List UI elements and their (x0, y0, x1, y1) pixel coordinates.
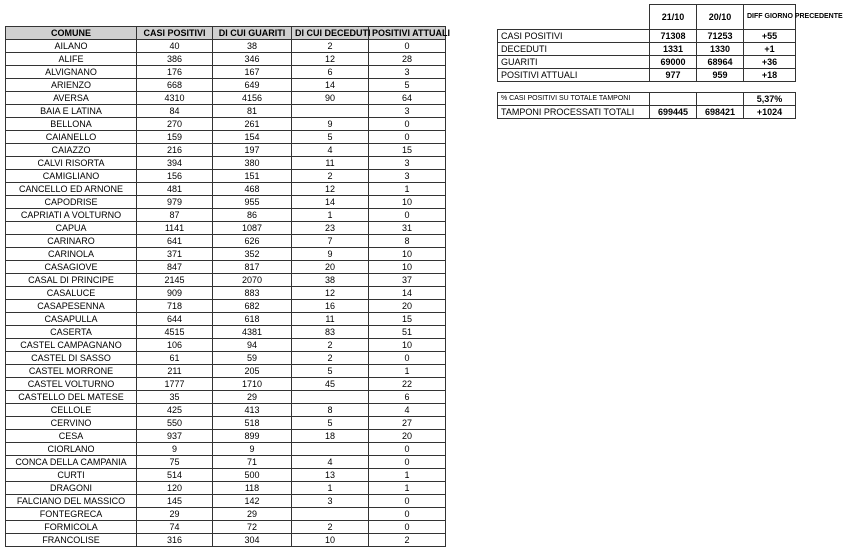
cell-deceduti: 2 (292, 170, 369, 183)
comuni-table (5, 26, 450, 547)
cell-guariti: 9 (213, 443, 292, 456)
cell-deceduti: 2 (292, 352, 369, 365)
cell-deceduti: 11 (292, 313, 369, 326)
table-row (6, 313, 446, 326)
cell-positivi-attuali: 1 (369, 482, 446, 495)
cell-comune: BELLONA (6, 118, 137, 131)
cell-deceduti: 12 (292, 183, 369, 196)
cell-guariti: 86 (213, 209, 292, 222)
cell-deceduti: 12 (292, 287, 369, 300)
cell-positivi-attuali: 0 (369, 443, 446, 456)
cell-comune: CASTEL CAMPAGNANO (6, 339, 137, 352)
cell-casi-positivi: 386 (137, 53, 213, 66)
cell-positivi-attuali: 3 (369, 105, 446, 118)
cell-deceduti: 3 (292, 495, 369, 508)
cell-deceduti: 14 (292, 196, 369, 209)
cell-positivi-attuali: 1 (369, 365, 446, 378)
summary-label: POSITIVI ATTUALI (498, 69, 650, 82)
cell-deceduti: 20 (292, 261, 369, 274)
cell-deceduti: 9 (292, 118, 369, 131)
table-row (6, 274, 446, 287)
cell-casi-positivi: 40 (137, 40, 213, 53)
header-casi-positivi: CASI POSITIVI (137, 27, 213, 40)
cell-deceduti: 14 (292, 79, 369, 92)
cell-deceduti: 8 (292, 404, 369, 417)
summary-b: 68964 (697, 56, 744, 69)
tamponi-diff: +1024 (744, 106, 796, 119)
cell-guariti: 4381 (213, 326, 292, 339)
cell-comune: CARINOLA (6, 248, 137, 261)
cell-positivi-attuali: 64 (369, 92, 446, 105)
table-header-row (6, 27, 446, 40)
cell-positivi-attuali: 20 (369, 300, 446, 313)
cell-deceduti: 6 (292, 66, 369, 79)
summary-a: 69000 (650, 56, 697, 69)
cell-deceduti: 90 (292, 92, 369, 105)
cell-comune: CAIANELLO (6, 131, 137, 144)
cell-comune: CASERTA (6, 326, 137, 339)
cell-comune: CURTI (6, 469, 137, 482)
table-row (6, 365, 446, 378)
cell-casi-positivi: 120 (137, 482, 213, 495)
summary-row (498, 30, 796, 43)
table-row (6, 144, 446, 157)
cell-comune: FORMICOLA (6, 521, 137, 534)
cell-positivi-attuali: 0 (369, 118, 446, 131)
cell-casi-positivi: 4515 (137, 326, 213, 339)
cell-guariti: 899 (213, 430, 292, 443)
cell-positivi-attuali: 27 (369, 417, 446, 430)
cell-positivi-attuali: 3 (369, 66, 446, 79)
cell-deceduti: 4 (292, 144, 369, 157)
summary-b: 1330 (697, 43, 744, 56)
cell-comune: CARINARO (6, 235, 137, 248)
cell-comune: CASTELLO DEL MATESE (6, 391, 137, 404)
cell-casi-positivi: 425 (137, 404, 213, 417)
table-row (6, 79, 446, 92)
cell-guariti: 1087 (213, 222, 292, 235)
cell-guariti: 94 (213, 339, 292, 352)
cell-comune: CERVINO (6, 417, 137, 430)
cell-casi-positivi: 61 (137, 352, 213, 365)
table-row (6, 508, 446, 521)
cell-comune: CASAPULLA (6, 313, 137, 326)
cell-deceduti: 16 (292, 300, 369, 313)
cell-comune: BAIA E LATINA (6, 105, 137, 118)
cell-deceduti: 7 (292, 235, 369, 248)
cell-positivi-attuali: 14 (369, 287, 446, 300)
cell-comune: CAPODRISE (6, 196, 137, 209)
cell-comune: CASAGIOVE (6, 261, 137, 274)
table-row (6, 430, 446, 443)
header-comune: COMUNE (6, 27, 137, 40)
cell-casi-positivi: 1777 (137, 378, 213, 391)
cell-positivi-attuali: 1 (369, 469, 446, 482)
cell-comune: CASTEL DI SASSO (6, 352, 137, 365)
cell-guariti: 468 (213, 183, 292, 196)
cell-comune: CANCELLO ED ARNONE (6, 183, 137, 196)
cell-guariti: 346 (213, 53, 292, 66)
cell-casi-positivi: 847 (137, 261, 213, 274)
table-row (6, 235, 446, 248)
cell-positivi-attuali: 10 (369, 339, 446, 352)
cell-guariti: 955 (213, 196, 292, 209)
cell-comune: CALVI RISORTA (6, 157, 137, 170)
cell-deceduti: 4 (292, 456, 369, 469)
cell-casi-positivi: 106 (137, 339, 213, 352)
cell-guariti: 304 (213, 534, 292, 547)
cell-guariti: 352 (213, 248, 292, 261)
table-row (6, 222, 446, 235)
cell-casi-positivi: 87 (137, 209, 213, 222)
cell-comune: CAIAZZO (6, 144, 137, 157)
summary-tamponi-row (498, 106, 796, 119)
cell-deceduti (292, 105, 369, 118)
table-row (6, 287, 446, 300)
cell-casi-positivi: 937 (137, 430, 213, 443)
cell-comune: CASTEL MORRONE (6, 365, 137, 378)
cell-positivi-attuali: 51 (369, 326, 446, 339)
cell-casi-positivi: 979 (137, 196, 213, 209)
cell-positivi-attuali: 31 (369, 222, 446, 235)
cell-positivi-attuali: 10 (369, 248, 446, 261)
table-row (6, 157, 446, 170)
cell-positivi-attuali: 1 (369, 183, 446, 196)
cell-positivi-attuali: 0 (369, 521, 446, 534)
cell-comune: AILANO (6, 40, 137, 53)
cell-guariti: 500 (213, 469, 292, 482)
table-row (6, 456, 446, 469)
cell-comune: CASAPESENNA (6, 300, 137, 313)
table-row (6, 495, 446, 508)
cell-comune: CAPUA (6, 222, 137, 235)
cell-comune: CESA (6, 430, 137, 443)
table-row (6, 482, 446, 495)
table-row (6, 521, 446, 534)
cell-guariti: 261 (213, 118, 292, 131)
summary-diff-header: DIFF GIORNO PRECEDENTE (744, 5, 796, 30)
cell-casi-positivi: 270 (137, 118, 213, 131)
table-row (6, 443, 446, 456)
cell-deceduti (292, 443, 369, 456)
cell-comune: AVERSA (6, 92, 137, 105)
cell-casi-positivi: 84 (137, 105, 213, 118)
cell-comune: CELLOLE (6, 404, 137, 417)
cell-guariti: 883 (213, 287, 292, 300)
table-row (6, 404, 446, 417)
summary-diff: +55 (744, 30, 796, 43)
summary-pct-row (498, 93, 796, 106)
table-row (6, 53, 446, 66)
table-row (6, 248, 446, 261)
tamponi-b: 698421 (697, 106, 744, 119)
cell-guariti: 205 (213, 365, 292, 378)
cell-positivi-attuali: 0 (369, 209, 446, 222)
cell-casi-positivi: 145 (137, 495, 213, 508)
cell-deceduti: 11 (292, 157, 369, 170)
cell-deceduti: 1 (292, 482, 369, 495)
cell-guariti: 197 (213, 144, 292, 157)
cell-guariti: 142 (213, 495, 292, 508)
cell-casi-positivi: 514 (137, 469, 213, 482)
cell-positivi-attuali: 22 (369, 378, 446, 391)
cell-casi-positivi: 668 (137, 79, 213, 92)
summary-row (498, 43, 796, 56)
cell-deceduti: 18 (292, 430, 369, 443)
summary-b: 71253 (697, 30, 744, 43)
cell-deceduti: 12 (292, 53, 369, 66)
summary-label: GUARITI (498, 56, 650, 69)
table-row (6, 118, 446, 131)
summary-label: CASI POSITIVI (498, 30, 650, 43)
cell-deceduti: 2 (292, 40, 369, 53)
cell-positivi-attuali: 0 (369, 40, 446, 53)
table-row (6, 40, 446, 53)
cell-comune: CASAL DI PRINCIPE (6, 274, 137, 287)
cell-casi-positivi: 211 (137, 365, 213, 378)
cell-casi-positivi: 156 (137, 170, 213, 183)
cell-guariti: 71 (213, 456, 292, 469)
table-row (6, 131, 446, 144)
pct-value: 5,37% (744, 93, 796, 106)
cell-comune: CAPRIATI A VOLTURNO (6, 209, 137, 222)
table-row (6, 378, 446, 391)
cell-positivi-attuali: 0 (369, 495, 446, 508)
cell-positivi-attuali: 2 (369, 534, 446, 547)
table-row (6, 196, 446, 209)
cell-guariti: 618 (213, 313, 292, 326)
cell-casi-positivi: 718 (137, 300, 213, 313)
cell-guariti: 817 (213, 261, 292, 274)
table-row (6, 209, 446, 222)
cell-deceduti: 5 (292, 365, 369, 378)
table-row (6, 92, 446, 105)
table-row (6, 183, 446, 196)
tamponi-a: 699445 (650, 106, 697, 119)
cell-casi-positivi: 74 (137, 521, 213, 534)
tamponi-label: TAMPONI PROCESSATI TOTALI (498, 106, 650, 119)
table-row (6, 261, 446, 274)
summary-b: 959 (697, 69, 744, 82)
cell-guariti: 72 (213, 521, 292, 534)
cell-positivi-attuali: 0 (369, 131, 446, 144)
summary-table (497, 4, 843, 119)
cell-guariti: 380 (213, 157, 292, 170)
cell-guariti: 29 (213, 391, 292, 404)
cell-guariti: 29 (213, 508, 292, 521)
cell-deceduti: 23 (292, 222, 369, 235)
cell-guariti: 154 (213, 131, 292, 144)
cell-guariti: 518 (213, 417, 292, 430)
cell-guariti: 682 (213, 300, 292, 313)
cell-positivi-attuali: 15 (369, 144, 446, 157)
table-row (6, 339, 446, 352)
summary-diff: +18 (744, 69, 796, 82)
cell-guariti: 59 (213, 352, 292, 365)
cell-casi-positivi: 176 (137, 66, 213, 79)
cell-positivi-attuali: 4 (369, 404, 446, 417)
cell-deceduti: 45 (292, 378, 369, 391)
cell-casi-positivi: 2145 (137, 274, 213, 287)
cell-guariti: 626 (213, 235, 292, 248)
cell-casi-positivi: 75 (137, 456, 213, 469)
cell-casi-positivi: 481 (137, 183, 213, 196)
cell-deceduti: 2 (292, 521, 369, 534)
cell-casi-positivi: 9 (137, 443, 213, 456)
cell-casi-positivi: 1141 (137, 222, 213, 235)
header-positivi-attuali: POSITIVI ATTUALI (369, 27, 446, 40)
cell-positivi-attuali: 0 (369, 352, 446, 365)
header-deceduti: DI CUI DECEDUTI (292, 27, 369, 40)
cell-casi-positivi: 216 (137, 144, 213, 157)
summary-diff: +36 (744, 56, 796, 69)
cell-positivi-attuali: 8 (369, 235, 446, 248)
cell-guariti: 167 (213, 66, 292, 79)
cell-comune: ALIFE (6, 53, 137, 66)
cell-comune: CASALUCE (6, 287, 137, 300)
cell-deceduti: 83 (292, 326, 369, 339)
cell-positivi-attuali: 10 (369, 261, 446, 274)
cell-deceduti (292, 391, 369, 404)
cell-deceduti: 13 (292, 469, 369, 482)
cell-positivi-attuali: 20 (369, 430, 446, 443)
cell-guariti: 413 (213, 404, 292, 417)
cell-guariti: 1710 (213, 378, 292, 391)
table-row (6, 469, 446, 482)
cell-positivi-attuali: 0 (369, 508, 446, 521)
summary-diff: +1 (744, 43, 796, 56)
cell-guariti: 151 (213, 170, 292, 183)
cell-deceduti: 1 (292, 209, 369, 222)
cell-guariti: 649 (213, 79, 292, 92)
cell-positivi-attuali: 28 (369, 53, 446, 66)
cell-positivi-attuali: 37 (369, 274, 446, 287)
cell-guariti: 4156 (213, 92, 292, 105)
cell-deceduti: 5 (292, 417, 369, 430)
cell-casi-positivi: 159 (137, 131, 213, 144)
cell-comune: FRANCOLISE (6, 534, 137, 547)
summary-label: DECEDUTI (498, 43, 650, 56)
summary-a: 977 (650, 69, 697, 82)
table-row (6, 66, 446, 79)
cell-deceduti (292, 508, 369, 521)
cell-casi-positivi: 35 (137, 391, 213, 404)
summary-spacer (498, 82, 796, 93)
cell-comune: ALVIGNANO (6, 66, 137, 79)
cell-comune: CASTEL VOLTURNO (6, 378, 137, 391)
cell-guariti: 38 (213, 40, 292, 53)
cell-comune: CAMIGLIANO (6, 170, 137, 183)
summary-date-2: 20/10 (697, 5, 744, 30)
cell-casi-positivi: 4310 (137, 92, 213, 105)
cell-comune: FONTEGRECA (6, 508, 137, 521)
table-row (6, 391, 446, 404)
cell-positivi-attuali: 15 (369, 313, 446, 326)
cell-positivi-attuali: 3 (369, 170, 446, 183)
summary-row (498, 56, 796, 69)
cell-casi-positivi: 644 (137, 313, 213, 326)
cell-comune: CONCA DELLA CAMPANIA (6, 456, 137, 469)
table-row (6, 417, 446, 430)
cell-deceduti: 38 (292, 274, 369, 287)
cell-deceduti: 10 (292, 534, 369, 547)
summary-a: 1331 (650, 43, 697, 56)
cell-casi-positivi: 394 (137, 157, 213, 170)
cell-casi-positivi: 29 (137, 508, 213, 521)
cell-casi-positivi: 371 (137, 248, 213, 261)
table-row (6, 352, 446, 365)
table-row (6, 300, 446, 313)
header-guariti: DI CUI GUARITI (213, 27, 292, 40)
table-row (6, 326, 446, 339)
cell-deceduti: 5 (292, 131, 369, 144)
table-row (6, 170, 446, 183)
table-row (6, 534, 446, 547)
cell-comune: FALCIANO DEL MASSICO (6, 495, 137, 508)
cell-positivi-attuali: 6 (369, 391, 446, 404)
cell-deceduti: 2 (292, 339, 369, 352)
cell-guariti: 118 (213, 482, 292, 495)
cell-positivi-attuali: 10 (369, 196, 446, 209)
summary-a: 71308 (650, 30, 697, 43)
cell-positivi-attuali: 5 (369, 79, 446, 92)
cell-comune: CIORLANO (6, 443, 137, 456)
summary-header-row (498, 5, 796, 30)
cell-casi-positivi: 550 (137, 417, 213, 430)
cell-guariti: 81 (213, 105, 292, 118)
summary-row (498, 69, 796, 82)
cell-guariti: 2070 (213, 274, 292, 287)
cell-casi-positivi: 316 (137, 534, 213, 547)
table-row (6, 105, 446, 118)
summary-date-1: 21/10 (650, 5, 697, 30)
pct-label: % CASI POSITIVI SU TOTALE TAMPONI (498, 93, 650, 106)
cell-positivi-attuali: 0 (369, 456, 446, 469)
cell-comune: ARIENZO (6, 79, 137, 92)
cell-casi-positivi: 909 (137, 287, 213, 300)
cell-positivi-attuali: 3 (369, 157, 446, 170)
cell-casi-positivi: 641 (137, 235, 213, 248)
cell-comune: DRAGONI (6, 482, 137, 495)
cell-deceduti: 9 (292, 248, 369, 261)
